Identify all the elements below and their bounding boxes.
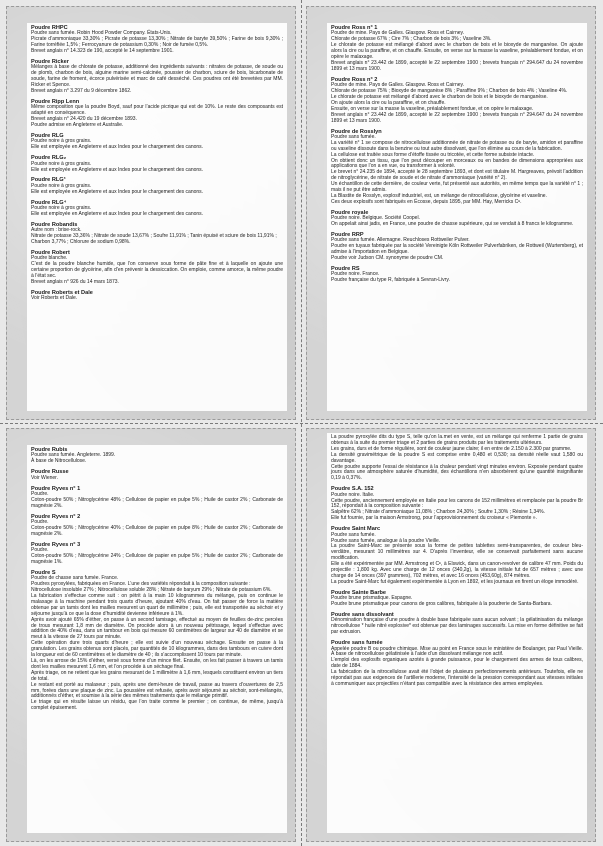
entry-body: Poudre de chasse sans fumée. France. Poudres pyroxylées, fabriquées en France. L’une des variétés répondait à la composition suivante : Nitrocellulose insoluble 27% ; Nitrocellulose soluble 28% ; Nitrate de baryum 29% ; Nitrate de potassium 6%. La fabrication s’effectue comme suit : on pétrit à la main 10 kilogrammes du mélange, puis on continue le malaxage à la machine pendant trois quarts d’heure, ajoutant 40% d’eau. On fait passer de force la matière obtenue par un tamis dont les mailles mesurent un quart de millimètre ; puis, elle est transportée au séchoir et y séjourne jusqu’à ce que la dose d’humidité devienne inférieure à 1%. Après avoir ajouté 65% d’éther, on passe à un second tamisage, effectué au moyen de feuilles de-zinc percées de trous mesurant 1,8 mm de diamètre. On procède alors à un nouveau pétrissage, lequel s’effectue avec addition de 40% d’eau, dans un tambour en bois qui mesure 60 centimètres de largeur sur 40 de diamètre et se meut à la vitesse de 27 tours par minute. Cette opération dure trois quarts d’heure ; elle est suivie d’un nouveau séchage. Ensuite on passe à la granulation. Les grains obtenus sont placés, par quantités de 10 kilogrammes, dans des tambours en cuivre dont la longueur est de 60 centimètres et le diamètre de 40 ; ils s’accomplissent 10 tours par minute. Là, on les arrose de 15% d’éther, versé sous forme d’un mince filet. Ensuite, on les fait passer à travers un tamis dont les mailles mesurent 1,6 mm, et l’on procède à un séchage final. Après triage, on ne retient que les grains mesurant de 1 millimètre à 1,6 mm, lesquels constituent environ un tiers de total. Le restant est porté au malaxeur ; puis, après une demi-heure de travail, passe au travers d’ouvertures de 2,5 mm, forées dans une plaque de zinc. La poussière est refusée, après avoir séjourné au séchoir, sont-mélangés, additionnés d’éther, et soumise à la série des mêmes traitements que le mélange primitif. Le triage qui en résulte laisse un résidu, que l’on traite comme le premier ; on continue, de même, jusqu’à complet épuisement. (31, 575, 283, 712)
dictionary-entry (31, 486, 283, 510)
dictionary-entry (31, 222, 283, 246)
entry-body: Autre nom : brise-rock. Nitrate de potasse 33,36% ; Nitrate de soude 13,67% ; Soufre 11,91% ; Tanin épuisé et sciure de bois 11,91% ; Charbon 3,77% ; Chlorure de sodium 0,98%. (31, 227, 277, 246)
dictionary-entry (331, 612, 583, 636)
dictionary-entry (331, 590, 583, 608)
entry-body: Poudre de mine. Pays de Galles. Glasgow. Ross et Cairney. Chlorate de potasse 67% ; Cire 7% ; Charbon de bois 3% ; Vaseline 3%. Le chlorate de potasse est mélangé d’abord avec le charbon de bois et le bioxyde de manganèse. On ajoute alors la cire ou la paraffine, et on chauffe. Ensuite, on verse sur la masse la vaseline, préalablement fondue, et on opère le malaxage. Brevet anglais n° 23.442 de 1899, accepté le 22 septembre 1900 ; brevets français n° 294.647 du 24 novembre 1899 et 13 mars 1900. (331, 30, 583, 72)
page-3 (6, 428, 296, 842)
entry-title: Poudre Rubis (31, 447, 68, 453)
entry-body: Poudre noire. Italie. Cette poudre, anciennement employée en Italie pour les canons de 152 millimètres et remplacée par la poudre Br 152, répondait à la composition suivante : Salpêtre 62% ; Nitrate d’ammoniaque 11,08% ; Charbon 24,30% ; Soufre 1,30% ; Résine 1,34%. Elle fut fournie, par la maison Armstrong, pour l’approvisionnement du croiseur « Piemonte ». (331, 491, 583, 522)
entry-title: Poudre S.A. 152 (331, 486, 374, 493)
entry-title: Poudre Ryves n° 3 (31, 541, 81, 548)
entry-title: Poudre RHPC (31, 25, 68, 31)
entry-title: Poudre Ricker (31, 59, 69, 66)
page-4-text (327, 433, 587, 833)
dictionary-entry (31, 133, 283, 151)
entry-body: Poudre noire. Belgique. Société Coopel. On appelait ainsi jadis, en France, une poudre de chasse supérieure, qui se vendait à 8 francs le kilogramme. (331, 215, 574, 228)
dictionary-entry (31, 469, 283, 481)
entry-title: Poudre Ross n° 2 (331, 76, 378, 83)
entry-title: Poudre Ryves n° 2 (31, 513, 81, 520)
entry-body: Poudre. Coton-poudre 50% ; Nitroglycérine 48% ; Cellulose de papier en pulpe 5% ; Huile de castor 2% ; Carbonate de magnésie 2%. (31, 490, 283, 509)
entry-title: Poudre Robandis (31, 221, 78, 228)
page-4 (306, 428, 596, 842)
entry-body: Même composition que la poudre Boyd, sauf pour l’acide picrique qui est de 10%. Le reste des composants est adapté en conséquence. Brevet anglais n° 24.420 du 19 décembre 1893. Poudre admise en Angleterre et Australie. (31, 104, 283, 129)
entry-body: Poudre noire. France. Poudre française du type R, fabriquée à Sevran-Livry. (331, 271, 450, 284)
entry-body: Poudre. Coton-poudre 50% ; Nitroglycérine 24% ; Cellulose de papier en pulpe 5% ; Huile de castor 2% ; Carbonate de magnésie 1%. (31, 547, 283, 565)
entry-title: Poudre Ryves n° 1 (31, 485, 81, 492)
dictionary-entry (331, 266, 583, 284)
entry-body: Poudre sans fumée. La variété n° 1 se compose de nitrocellulose additionnée de nitrate de potasse ou de baryte, amidon et paraffine ou vaseline dissoute dans la benzine ou tout autre dissolvant, que l’on élimine au cours de la fabrication. La cellulose est traitée sous forme d’étoffe tissée ou tricotée, et cette forme subsiste intacte. On obtient donc un tissu, que l’on peut découper en morceaux ou en bandes de dimensions appropriées aux applications que l’on a en vue, ou transformer à volonté. Le brevet n° 24.235 de 1894, accepté le 28 septembre 1893, et dont est titulaire M. Hargreaves, prévoit l’addition de nitroglycérine, de nitrate de soude et de nitrate d’ammoniaque (variété n° 2). Un échantillon de cette dernière, de couleur verte, fut présenté aux autorités, en même temps que la variété n° 1 ; mais il ne put être admis. La Blastite de Rosslyn, explosif industriel, est, un mélange de nitrocellulose, glycérine et vaseline. Ces deux explosifs sont fabriqués en Écosse, depuis 1895, par MM. Hay, Merricks Cᵉ. (331, 133, 583, 205)
page-2 (306, 6, 596, 420)
entry-title: Poudre Sainte Barbe (331, 589, 387, 596)
dictionary-entry (331, 77, 583, 125)
page-3-text (27, 445, 287, 833)
entry-body: Poudre. Coton-poudre 50% ; Nitroglycérine 40% ; Cellulose de papier en pulpe 8% ; Huile de castor 2% ; Carbonate de magnésie 2%. (31, 519, 283, 537)
dictionary-entry (31, 290, 283, 302)
entry-body: Poudre de mine. Pays de Galles. Glasgow. Ross et Cairney. Chlorate de potasse 75% ; Bioxyde de manganèse 8% ; Paraffine 9% ; Charbon de bois 4% ; Vaseline 4%. Le chlorate de potasse est mélangé d’abord avec le charbon de bois et le bioxyde de manganèse. On ajoute alors la cire ou la paraffine, et on chauffe. Ensuite, on verse sur la masse la vaseline, préalablement fondue, et on opère le malaxage. Brevet anglais n° 23.442 de 1899, accepté le 22 septembre 1900 ; brevets français n° 294.647 du 24 novembre 1899 et 13 mars 1900. (331, 82, 583, 124)
dictionary-entry (31, 99, 283, 129)
entry-body: Mélanges à base de chlorate de potasse, additionné des ingrédients suivants : nitrates de potasse, de soude ou de plomb, charbon de bois, alguine marine semi-calcinée, poussier de charbon, sciure de bois, bicarbonate de soude, farine de froment, écorce pulvérisée et marc de café desséché. Ces poudres ont été brevetées par MM. Ricker et Spence. Brevet anglais n° 3.297 du 9 décembre 1862. (31, 64, 283, 95)
entry-title: Poudre Russe (31, 469, 69, 476)
entry-title: Poudre Ross n° 1 (331, 25, 378, 31)
entry-body: Poudre sans fumée. Allemagne. Reuchloses Rottweiler Pulver. Poudre en tuyaux fabriquée par la société Vereinigte Köln Rottweiler Pulverfabriken, de Rottweil (Wurtemberg), et admise à l’importation en Belgique. Poudre voir Judson CM. synonyme de poudre CM. (331, 237, 583, 262)
entry-title: Poudre RRP (331, 232, 364, 238)
dictionary-entry (331, 25, 583, 73)
entry-body: Poudre noire à gros grains. Elle est employée en Angleterre et aux Indes pour le chargement des canons. (31, 160, 204, 173)
entry-body: Poudre blanche. C’est de la poudre blanche humide, que l’on conserve sous forme de pâte fine et à laquelle on ajoute une certaine proportion de glycérine, afin d’en prévenir la dessiccation. On emploie, comme amorce, la même poudre à l’état sec. Brevet anglais n° 926 du 14 mars 1873. (31, 255, 283, 286)
dictionary-entry (331, 640, 583, 688)
dictionary-entry (31, 177, 283, 195)
entry-body: Poudre sans fumée. Robin Hood Powder Company. États-Unis. Picrate d’ammoniaque 33,30% ; Picrate de potasse 13,30% ; Nitrate de baryte 39,50% ; Farine de bois 9,30% ; Farine torréfiée 1,5% ; Ferrocyanure de potassium 0,30% ; Noir de fumée 0,5%. Brevet anglais n° 14.323 de 190, accepté le 14 septembre 1901. (31, 30, 283, 55)
entry-title: Poudre Roberts et Dale (31, 289, 93, 296)
entry-title: Poudre royale (331, 209, 369, 216)
entry-body: Poudre noire à gros grains. Elle est employée en Angleterre et aux Indes pour le chargement des canons. (31, 182, 204, 195)
entry-body: La poudre pyroxylée dits du type S, telle qu’on la.met en vente, est un mélange qui renferme 1 partie de grains obtenus à la suite du premier triage et 2 parties de grains produits par les traitements ultérieurs. Les grains, durs et de forme régulière, sont de couleur jaune claire; il en entre de 2.150 à 2.300 par gramme. La densité gravimétrique de la poudre S est comprise entre 0,480 et 0,530; sa densité réelle vaut 1,580 ou davantage. Cette poudre supporte l’essai de résistance à la chaleur pendant vingt minutes environ. Exposée pendant quatre jours dans une atmosphère saturée d’humidité, des échantillons n’en absorbèrent qu’une quantité insignifiante 0,19 à 0,37%. (331, 434, 583, 482)
entry-title: Poudre RLG (31, 133, 64, 139)
entry-body: Voir Wiener. (31, 474, 58, 481)
entry-title: Poudre S (31, 569, 56, 576)
dictionary-entry (31, 570, 283, 712)
entry-title: Poudre RS (331, 266, 360, 273)
dictionary-entry (331, 210, 583, 228)
dictionary-entry (331, 486, 583, 522)
entry-body: Voir Roberts et Dale. (31, 295, 78, 302)
entry-title: Poudre Robert (31, 250, 70, 256)
dictionary-entry (31, 59, 283, 95)
entry-body: Poudre noire à gros grains. Elle est employée en Angleterre et aux Indes pour le chargement des canons. (31, 205, 204, 217)
entry-title: Poudre RLG⁴ (31, 199, 67, 206)
entry-title: Poudre RLG₂ (31, 155, 67, 162)
entry-title: Poudre de Rosslyn (331, 128, 382, 135)
dictionary-entry (31, 155, 283, 173)
page-1 (6, 6, 296, 420)
dictionary-entry (31, 542, 283, 566)
entry-body: Poudre sans fumée. Angleterre. 1899. À base de Nitrocellulose. (31, 452, 116, 465)
entry-body: Poudre brune prismatique. Espagne. Poudre brune prismatique pour canons de gros calibres, fabriquée à la poudrerie de Santa-Barbara. (331, 595, 552, 608)
vertical-fold-line (301, 0, 302, 846)
entry-body: Poudre noire à gros grains. Elle est employée en Angleterre et aux Indes pour le chargement des canons. (31, 138, 204, 151)
dictionary-entry (31, 250, 283, 286)
dictionary-entry (331, 232, 583, 262)
page-2-text (327, 23, 587, 411)
dictionary-entry (31, 200, 283, 218)
entry-body: Appelée poudre B ou poudre chimique. Mise au point en France sous le ministère de Boulanger, par Paul Vieille. À base de nitrocellulose gélatinisée à l’aide d’un dissolvant mélange non actif. L’emploi des explosifs organiques azotés à grande puissance, pour le chargement des armes de tous calibres, date de 1884. La fabrication de la nitrocellulose avait été l’objet de plusieurs perfectionnements antérieurs. Toutefois, elle ne répondait pas aux exigences de l’artillerie moderne, l’intensité de la pression correspondant aux vitesses initiales à communiquer aux projectiles n’étant pas compatible avec la résistance des armes employées. (331, 645, 583, 687)
entry-title: Poudre sans dissolvant (331, 611, 394, 618)
page-1-text (27, 23, 287, 411)
entry-title: Poudre RLG³ (31, 177, 66, 184)
dictionary-entry (331, 129, 583, 206)
dictionary-entry (31, 25, 283, 55)
dictionary-entry (331, 435, 583, 482)
dictionary-entry (331, 526, 583, 586)
dictionary-entry (31, 447, 283, 465)
entry-title: Poudre sans fumée (331, 640, 383, 647)
entry-title: Poudre Saint Marc (331, 526, 381, 533)
dictionary-entry (31, 514, 283, 538)
entry-title: Poudre Ripp Lenn (31, 98, 80, 105)
entry-body: Poudre sans fumée. Poudre sans fumée, analogue à la poudre Vieille. La poudre Saint-Marc se présente sous la forme de petites tablettes semi-transparentes, de couleur bleu-verdâtre, mesurant 10 millimètres sur 4. D’après l’inventeur, elle se conservait parfaitement sans aucune modification. Elle a été expérimentée par MM. Armstrong et Cᵉ, à Elswick, dans un canon-revolver de calibre 47 mm. Poids du projectile : 1,800 kg. Avec une charge de 12 onces (340,2g), la vitesse initiale fut de 657 mètres ; avec une charge de 14 onces (397 grammes), 702 mètres, et avec 16 onces (453,60g), 874 mètres. La poudre Saint-Marc fut également expérimentée à Lyon en 1892, et les journaux en firent un éloge immodéré. (331, 531, 583, 585)
entry-body: Dénomination française d’une poudre à double base fabriquée sans aucun solvant ; la gélatinisation du mélange nitrocellulose * huile nitré explosive* est obtenue par des laminages successifs. La mise en forme définitive se fait par extrusion. (331, 617, 583, 636)
